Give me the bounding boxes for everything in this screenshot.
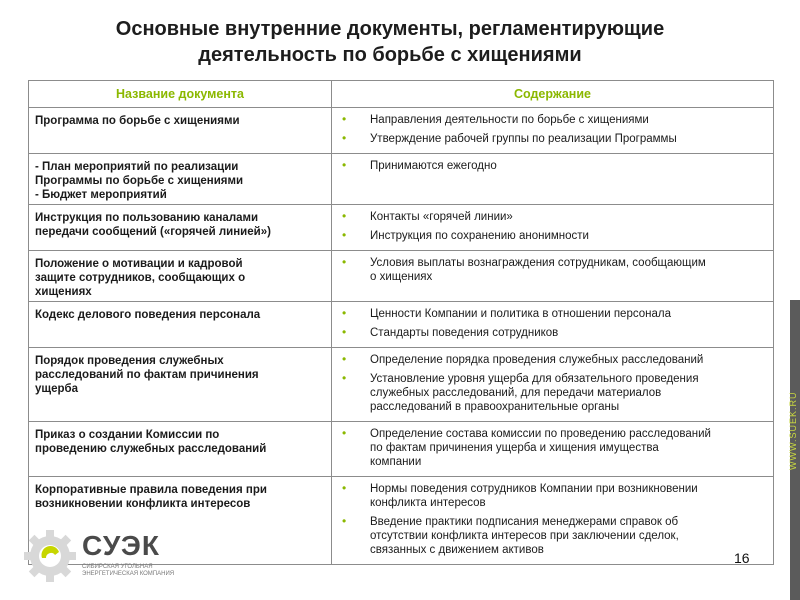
content-bullet	[340, 326, 767, 340]
document-name-cell	[29, 422, 332, 477]
table-row	[29, 302, 774, 348]
document-name-line: возникновении конфликта интересов	[35, 498, 251, 510]
document-name-line: защите сотрудников, сообщающих о	[35, 272, 246, 284]
content-cell	[332, 108, 774, 154]
content-bullet-line: • Стандарты поведения сотрудников	[370, 327, 559, 339]
content-cell	[332, 422, 774, 477]
document-name-line: Программы по борьбе с хищениями	[35, 175, 244, 187]
content-bullet	[340, 427, 767, 469]
logo-subtitle: СИБИРСКАЯ УГОЛЬНАЯ ЭНЕРГЕТИЧЕСКАЯ КОМПАНИЯ	[82, 564, 175, 577]
content-bullet-line: служебных расследований, для передачи материалов	[370, 387, 662, 399]
documents-table	[28, 80, 774, 565]
document-name-cell	[29, 205, 332, 251]
table-row	[29, 348, 774, 422]
content-bullet-line: • Инструкция по сохранению анонимности	[370, 230, 589, 242]
content-cell	[332, 477, 774, 565]
document-name-line: хищениях	[35, 286, 92, 298]
content-bullet	[340, 353, 767, 367]
content-bullet-line: отсутствии конфликта интересов при заключении сделок,	[370, 530, 679, 542]
table-body	[29, 108, 774, 565]
document-name-line: проведению служебных расследований	[35, 443, 267, 455]
document-name-line: Приказ о создании Комиссии по	[35, 429, 220, 441]
document-name-line: передачи сообщений («горячей линией»)	[35, 226, 271, 238]
header-document-name: Название документа	[29, 81, 332, 108]
table-row	[29, 422, 774, 477]
document-name-cell	[29, 251, 332, 302]
content-bullet-line: • Направления деятельности по борьбе с хищениями	[370, 114, 649, 126]
content-bullet-line: • Определение порядка проведения служебных расследований	[370, 354, 704, 366]
content-bullet	[340, 515, 767, 557]
page-title-line-2: деятельность по борьбе с хищениями	[198, 44, 582, 66]
content-bullet-line: • Условия выплаты вознаграждения сотрудникам, сообщающим	[370, 257, 706, 269]
document-name-line: - План мероприятий по реализации	[35, 161, 239, 173]
content-bullet	[340, 307, 767, 321]
company-logo	[20, 524, 190, 588]
content-bullet-line: • Нормы поведения сотрудников Компании при возникновении	[370, 483, 698, 495]
document-name-line: Кодекс делового поведения персонала	[35, 309, 261, 321]
content-bullet	[340, 113, 767, 127]
document-name-line: Корпоративные правила поведения при	[35, 484, 267, 496]
table-row	[29, 251, 774, 302]
document-name-line: Порядок проведения служебных	[35, 355, 224, 367]
content-bullet-line: расследований в правоохранительные органы	[370, 401, 620, 413]
content-bullet-line: • Утверждение рабочей группы по реализации Программы	[370, 133, 677, 145]
content-bullet	[340, 159, 767, 173]
content-bullet-line: • Принимаются ежегодно	[370, 160, 497, 172]
content-bullet-line: • Ценности Компании и политика в отношении персонала	[370, 308, 671, 320]
content-bullet	[340, 210, 767, 224]
content-bullet	[340, 256, 767, 284]
content-cell	[332, 302, 774, 348]
document-name-cell	[29, 108, 332, 154]
content-bullet-line: • Контакты «горячей линии»	[370, 211, 513, 223]
page-number: 16	[734, 550, 750, 566]
content-bullet-line: компании	[370, 456, 422, 468]
content-bullet	[340, 482, 767, 510]
content-bullet-line: по фактам причинения ущерба и хищения имущества	[370, 442, 659, 454]
header-content: Содержание	[332, 81, 774, 108]
content-bullet-line: • Определение состава комиссии по проведению расследований	[370, 428, 711, 440]
document-name-cell	[29, 348, 332, 422]
content-bullet-line: конфликта интересов	[370, 497, 486, 509]
document-name-line: Инструкция по пользованию каналами	[35, 212, 259, 224]
table-header-row	[29, 81, 774, 108]
page-title-line-1: Основные внутренние документы, регламентирующие	[115, 18, 665, 40]
page-title	[0, 16, 780, 68]
content-bullet	[340, 229, 767, 243]
content-bullet-line: связанных с движением активов	[370, 544, 544, 556]
gear-logo-icon	[22, 528, 78, 584]
document-name-line: Положение о мотивации и кадровой	[35, 258, 243, 270]
table-row	[29, 154, 774, 205]
content-bullet-line: • Установление уровня ущерба для обязательного проведения	[370, 373, 699, 385]
side-url: WWW.SUEK.RU	[788, 391, 798, 470]
table-row	[29, 205, 774, 251]
document-name-line: ущерба	[35, 383, 79, 395]
content-bullet	[340, 372, 767, 414]
content-cell	[332, 154, 774, 205]
document-name-line: Программа по борьбе с хищениями	[35, 115, 240, 127]
content-cell	[332, 205, 774, 251]
content-bullet-line: о хищениях	[370, 271, 433, 283]
document-name-cell	[29, 302, 332, 348]
content-cell	[332, 251, 774, 302]
content-bullet-line: • Введение практики подписания менеджерами справок об	[370, 516, 679, 528]
document-name-cell	[29, 154, 332, 205]
document-name-line: расследований по фактам причинения	[35, 369, 259, 381]
table-row	[29, 108, 774, 154]
logo-name: СУЭК	[82, 530, 160, 561]
content-cell	[332, 348, 774, 422]
document-name-line: - Бюджет мероприятий	[35, 189, 167, 201]
content-bullet	[340, 132, 767, 146]
